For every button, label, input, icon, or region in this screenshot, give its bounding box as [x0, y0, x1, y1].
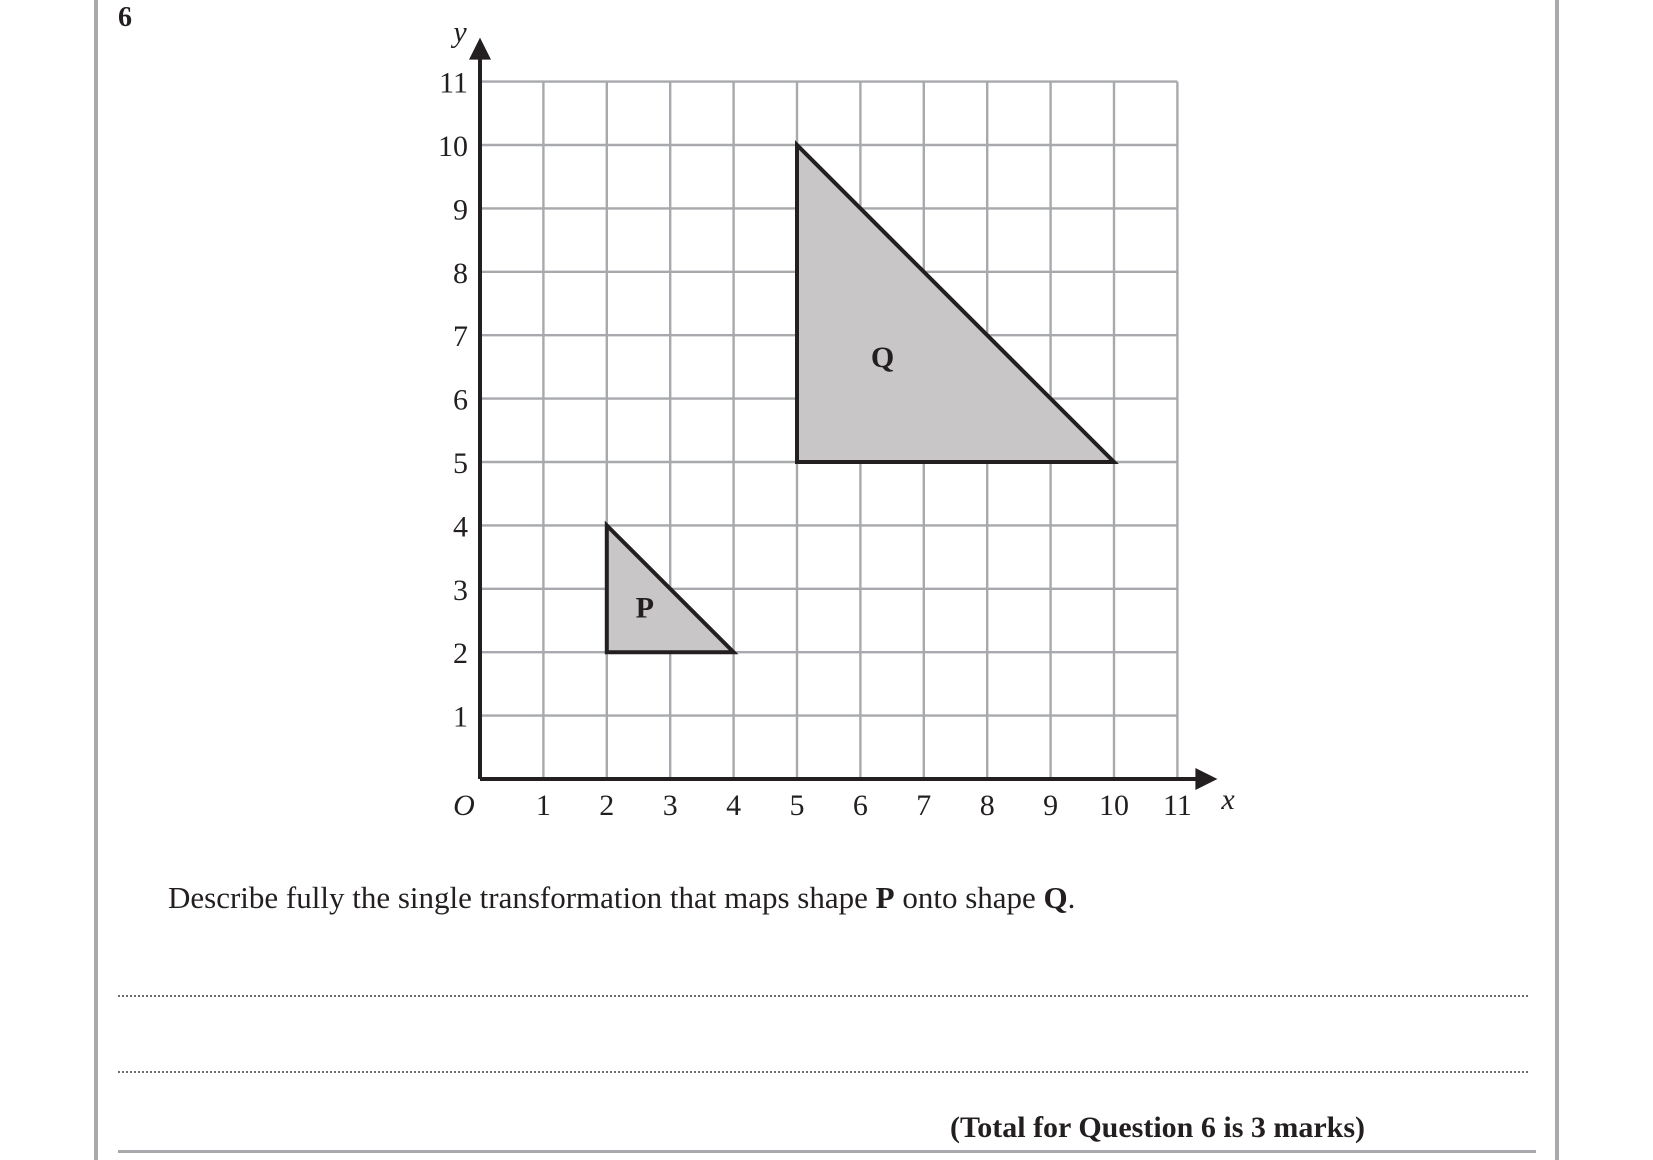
x-tick-label: 3	[662, 789, 678, 822]
x-axis-arrowhead	[1195, 768, 1217, 790]
y-axis-label: y	[453, 15, 467, 49]
bottom-rule	[118, 1150, 1536, 1153]
shape-p-name: P	[875, 880, 895, 915]
y-tick-label: 10	[438, 130, 468, 163]
x-tick-label: 9	[1043, 789, 1059, 822]
y-tick-label: 7	[453, 320, 468, 354]
origin-label: O	[453, 789, 475, 822]
x-axis-label: x	[1221, 783, 1235, 816]
x-tick-label: 10	[1099, 789, 1129, 822]
y-tick-label: 9	[453, 193, 468, 227]
x-tick-label: 8	[979, 789, 995, 822]
y-tick-label: 5	[453, 447, 468, 480]
question-total-marks: (Total for Question 6 is 3 marks)	[950, 1111, 1366, 1144]
y-tick-label: 6	[453, 383, 468, 417]
x-tick-label: 6	[852, 789, 868, 822]
y-tick-label: 1	[453, 700, 468, 734]
x-tick-label: 7	[916, 789, 932, 822]
prompt-text-end: .	[1067, 880, 1076, 915]
x-tick-label: 2	[599, 789, 615, 822]
y-tick-label: 2	[453, 637, 468, 671]
x-tick-label: 11	[1162, 789, 1192, 822]
x-tick-label: 1	[535, 789, 551, 822]
question-number: 6	[118, 2, 132, 33]
y-tick-label: 4	[453, 510, 468, 544]
prompt-text-middle: onto shape	[894, 880, 1044, 915]
shape-q-triangle	[797, 145, 1114, 462]
shape-q-name: Q	[1043, 880, 1068, 915]
shape-q-label: Q	[870, 340, 895, 374]
y-tick-label: 3	[453, 573, 468, 607]
prompt-text-start: Describe fully the single transformation that maps shape	[168, 880, 876, 915]
x-tick-label: 5	[789, 789, 805, 822]
answer-line-2[interactable]	[118, 1071, 1528, 1073]
y-axis-arrowhead	[469, 38, 491, 60]
question-prompt	[168, 880, 1075, 916]
shape-p-label: P	[635, 591, 655, 625]
answer-line-1[interactable]	[118, 995, 1528, 997]
x-tick-label: 4	[726, 789, 742, 822]
y-tick-label: 8	[453, 256, 468, 290]
y-tick-label: 11	[439, 66, 468, 100]
